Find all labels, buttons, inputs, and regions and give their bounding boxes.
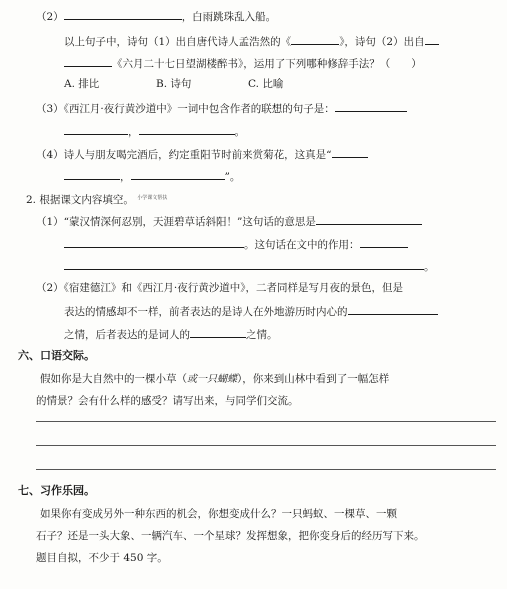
q2-line2: 以上句子中，诗句（1）出自唐代诗人孟浩然的《 》，诗句（2）出自: [64, 33, 439, 49]
writing-line[interactable]: [36, 445, 496, 446]
s2-q1-line3: 。: [64, 258, 435, 274]
option-b[interactable]: B. 诗句: [156, 78, 192, 90]
s6-para-line2: 的情景？会有什么样的感受？请写出来，与同学们交流。: [36, 395, 299, 407]
section7-title: 七、习作乐园。: [18, 484, 95, 497]
section6-title: 六、口语交际。: [18, 349, 95, 362]
q3-line2: ， 。: [64, 123, 245, 139]
answer-blank[interactable]: [335, 100, 407, 112]
answer-blank[interactable]: [64, 168, 120, 180]
writing-line[interactable]: [36, 421, 496, 422]
option-a[interactable]: A. 排比: [64, 78, 100, 90]
option-c[interactable]: C. 比喻: [248, 78, 284, 90]
q2-options: [64, 77, 283, 91]
answer-blank[interactable]: [64, 258, 424, 270]
watermark: 小学课文帮扶: [137, 195, 168, 201]
writing-line[interactable]: [36, 469, 496, 470]
answer-blank[interactable]: [139, 123, 235, 135]
answer-blank[interactable]: [64, 123, 128, 135]
s2-q2-line1: （2）《宿建德江》和《西江月·夜行黄沙道中》，二者同样是写月夜的景色，但是: [36, 282, 404, 294]
answer-blank[interactable]: [425, 33, 439, 45]
answer-blank[interactable]: [131, 168, 225, 180]
section2-title: 2. 根据课文内容填空。 $^{小学课文帮扶}$: [26, 194, 168, 206]
s2-q2-line2: 表达的情感却不一样，前者表达的是诗人在外地游历时内心的: [64, 303, 438, 319]
answer-blank[interactable]: [316, 213, 422, 225]
q4-line1: （4）诗人与朋友喝完酒后，约定重阳节时前来赏菊花，这真是“: [36, 146, 368, 162]
q3-line1: （3）《西江月·夜行黄沙道中》一词中包含作者的联想的句子是：: [36, 100, 407, 116]
answer-blank[interactable]: [348, 303, 438, 315]
s6-para-line1: 假如你是大自然中的一棵小草（或一只蝴蝶），你来到山林中看到了一幅怎样: [40, 373, 390, 385]
answer-blank[interactable]: [64, 236, 244, 248]
s7-para-line1: 如果你有变成另外一种东西的机会，你想变成什么？一只蚂蚁、一棵草、一颗: [40, 508, 397, 520]
s7-para-line3: 题目自拟，不少于 450 字。: [36, 552, 168, 564]
s2-q2-line3: 之情，后者表达的是词人的 之情。: [64, 326, 278, 342]
answer-blank[interactable]: [291, 33, 339, 45]
s2-q1-line2: 。这句话在文中的作用：: [64, 236, 408, 252]
s2-q1-line1: （1）“蒙汉情深何忍别，天涯碧草话斜阳！”这句话的意思是: [36, 213, 422, 229]
answer-blank[interactable]: [360, 236, 408, 248]
s7-para-line2: 石子？还是一头大象、一辆汽车、一个星球？发挥想象，把你变身后的经历写下来。: [36, 530, 425, 542]
q2-line1: （2） ，白雨跳珠乱入船。: [36, 8, 276, 24]
answer-blank[interactable]: [64, 55, 112, 67]
q2-line3: 《六月二十七日望湖楼醉书》，运用了下列哪种修辞手法？（ ）: [64, 55, 422, 71]
answer-blank[interactable]: [190, 326, 246, 338]
answer-blank[interactable]: [64, 8, 182, 20]
q4-line2: ， ”。: [64, 168, 240, 184]
answer-blank[interactable]: [332, 146, 368, 158]
